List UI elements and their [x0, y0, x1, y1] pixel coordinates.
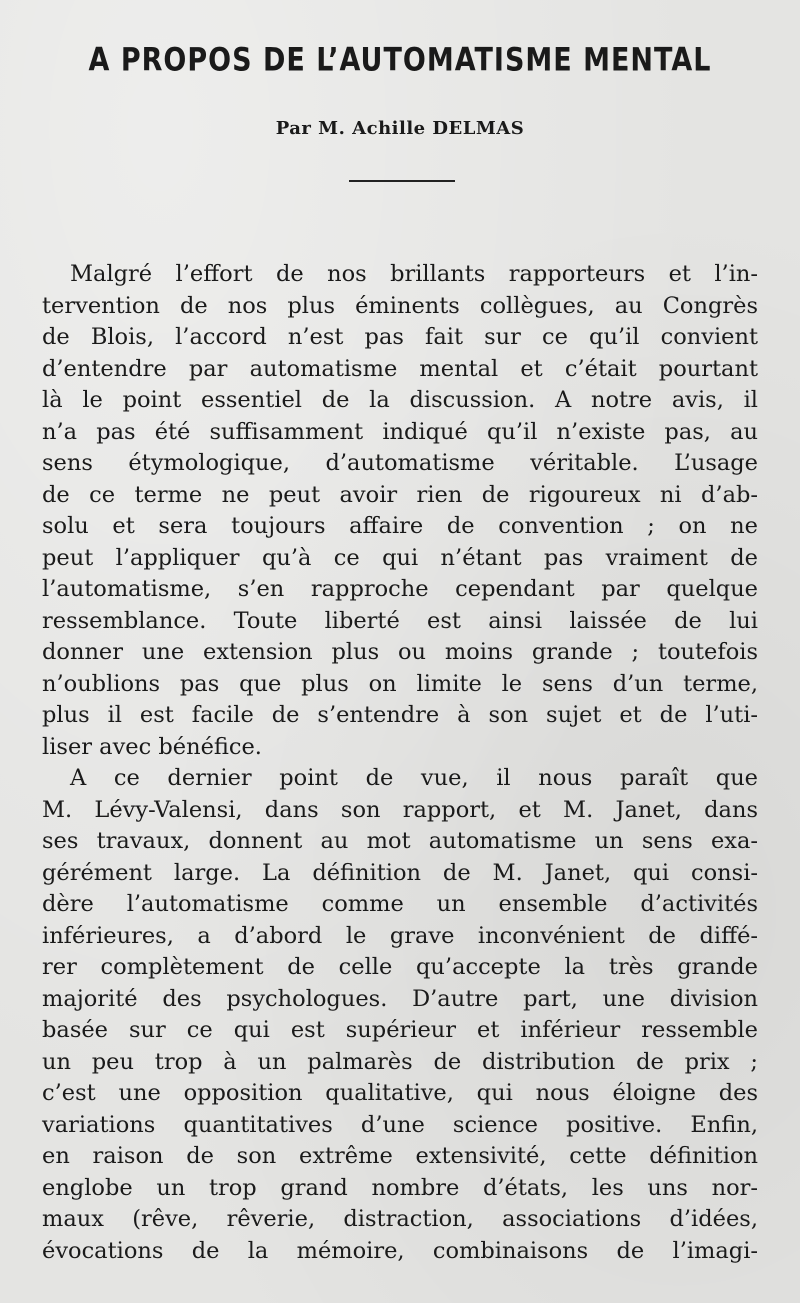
paragraph-2-line: variations quantitatives d’une science positive. Enfin,: [42, 1111, 758, 1138]
paragraph-1-line: là le point essentiel de la discussion. A notre avis, il: [42, 387, 758, 413]
paragraph-1-line: peut l’appliquer qu’à ce qui n’étant pas vraiment de: [42, 544, 758, 571]
paragraph-2-line: A ce dernier point de vue, il nous paraît que: [70, 765, 758, 791]
article-byline: Par M. Achille DELMAS: [275, 118, 525, 139]
paragraph-2-line: maux (rêve, rêverie, distraction, associations d’idées,: [42, 1206, 758, 1232]
paragraph-1-line: de ce terme ne peut avoir rien de rigoureux ni d’ab-: [42, 481, 758, 508]
paragraph-2-line: ses travaux, donnent au mot automatisme un sens exa-: [42, 828, 758, 854]
paragraph-2-line: c’est une opposition qualitative, qui nous éloigne des: [42, 1080, 758, 1106]
article-title: A PROPOS DE L’AUTOMATISME MENTAL: [88, 42, 712, 79]
paragraph-2-line: M. Lévy-Valensi, dans son rapport, et M. Janet, dans: [42, 796, 758, 823]
paragraph-2-line: dère l’automatisme comme un ensemble d’activités: [42, 891, 758, 917]
paragraph-2-line: majorité des psychologues. D’autre part, une division: [42, 985, 758, 1012]
paragraph-2-line: en raison de son extrême extensivité, cette définition: [42, 1143, 758, 1169]
paragraph-2-line: évocations de la mémoire, combinaisons de l’imagi-: [42, 1237, 758, 1264]
paragraph-1-line: tervention de nos plus éminents collègues, au Congrès: [42, 292, 758, 319]
paragraph-1-line: sens étymologique, d’automatisme véritable. L’usage: [42, 450, 758, 476]
paragraph-1-line: ressemblance. Toute liberté est ainsi laissée de lui: [42, 607, 758, 634]
title-divider: [349, 180, 455, 182]
paragraph-1-line: d’entendre par automatisme mental et c’était pourtant: [42, 355, 758, 382]
paragraph-2-line: basée sur ce qui est supérieur et inférieur ressemble: [42, 1017, 758, 1043]
paragraph-2-line: un peu trop à un palmarès de distribution de prix ;: [42, 1048, 758, 1075]
paragraph-2-line: rer complètement de celle qu’accepte la très grande: [42, 954, 758, 980]
paragraph-2-line: inférieures, a d’abord le grave inconvénient de diffé-: [42, 922, 758, 949]
paragraph-1-line: l’automatisme, s’en rapproche cependant par quelque: [42, 576, 758, 602]
article-body: [42, 259, 758, 1267]
paragraph-1-line: n’oublions pas que plus on limite le sens d’un terme,: [42, 670, 758, 697]
paragraph-1-line: liser avec bénéfice.: [42, 733, 262, 760]
paragraph-1-line: Malgré l’effort de nos brillants rapporteurs et l’in-: [70, 261, 758, 287]
paragraph-1-line: plus il est facile de s’entendre à son sujet et de l’uti-: [42, 702, 758, 728]
paragraph-1-line: solu et sera toujours affaire de convention ; on ne: [42, 513, 758, 539]
paragraph-2-line: gérément large. La définition de M. Janet, qui consi-: [42, 859, 758, 886]
paragraph-1-line: de Blois, l’accord n’est pas fait sur ce qu’il convient: [42, 324, 758, 350]
paragraph-1-line: donner une extension plus ou moins grande ; toutefois: [42, 639, 758, 665]
paragraph-1-line: n’a pas été suffisamment indiqué qu’il n’existe pas, au: [42, 418, 758, 445]
paragraph-2-line: englobe un trop grand nombre d’états, les uns nor-: [42, 1174, 758, 1201]
